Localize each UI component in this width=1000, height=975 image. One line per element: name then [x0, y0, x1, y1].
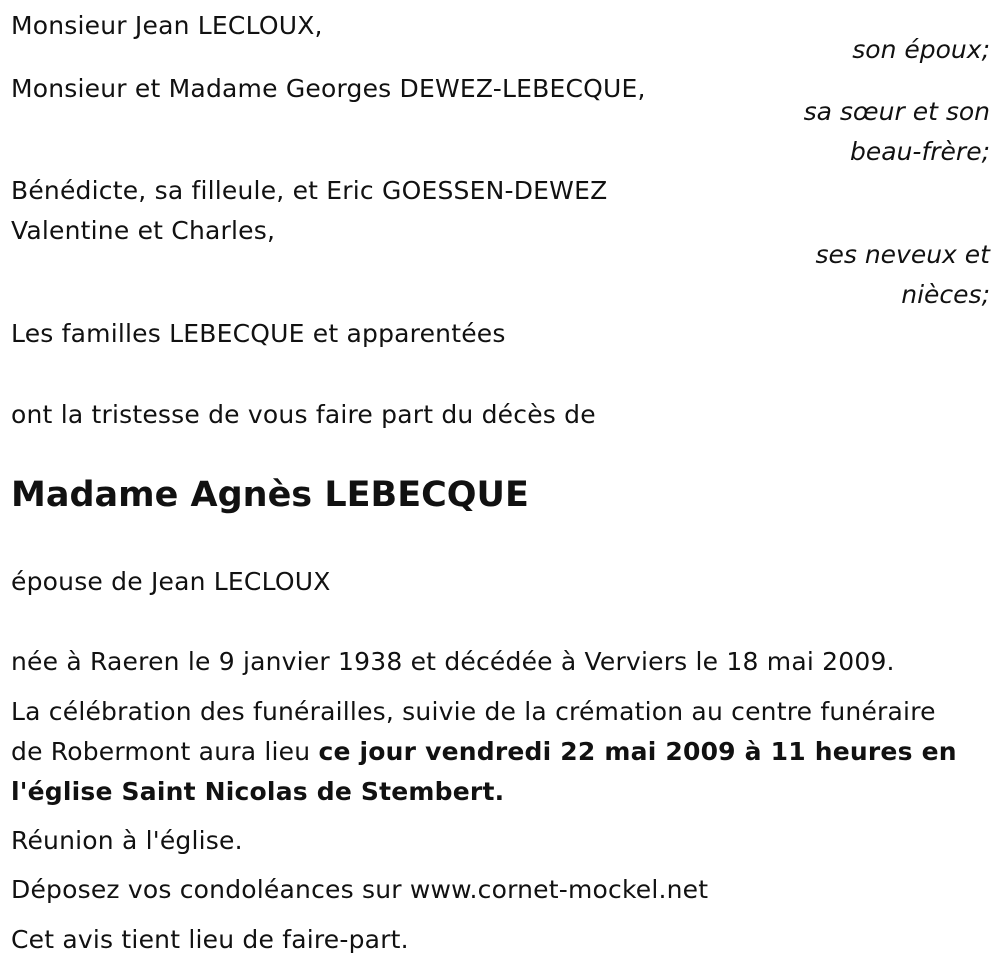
- ceremony-line2-bold: ce jour vendredi 22 mai 2009 à 11 heures en: [318, 737, 957, 766]
- condolences-line: Déposez vos condoléances sur www.cornet-mockel.net: [11, 875, 709, 904]
- reunion-line: Réunion à l'église.: [11, 826, 243, 855]
- nephews-name-line1: Bénédicte, sa filleule, et Eric GOESSEN-DEWEZ: [11, 176, 608, 205]
- spouse-role: son époux;: [852, 35, 990, 64]
- nephews-name-line2: Valentine et Charles,: [11, 216, 276, 245]
- nephews-role-line2: nièces;: [901, 280, 990, 309]
- spouse-of-line: épouse de Jean LECLOUX: [11, 567, 331, 596]
- relatives-line: Les familles LEBECQUE et apparentées: [11, 319, 506, 348]
- ceremony-line3: l'église Saint Nicolas de Stembert.: [11, 777, 505, 806]
- sister-name: Monsieur et Madame Georges DEWEZ-LEBECQUE,: [11, 74, 646, 103]
- sister-role-line1: sa sœur et son: [803, 97, 990, 126]
- birth-death-line: née à Raeren le 9 janvier 1938 et décédée à Verviers le 18 mai 2009.: [11, 647, 895, 676]
- ceremony-line2: [11, 737, 957, 767]
- ceremony-line2-plain: de Robermont aura lieu: [11, 737, 319, 766]
- notice-line: Cet avis tient lieu de faire-part.: [11, 925, 409, 954]
- sister-role-line2: beau-frère;: [850, 137, 990, 166]
- announcement-line: ont la tristesse de vous faire part du décès de: [11, 400, 596, 429]
- deceased-name: Madame Agnès LEBECQUE: [11, 475, 529, 515]
- spouse-name: Monsieur Jean LECLOUX,: [11, 11, 323, 40]
- ceremony-line1: La célébration des funérailles, suivie de la crémation au centre funéraire: [11, 697, 936, 726]
- nephews-role-line1: ses neveux et: [815, 240, 990, 269]
